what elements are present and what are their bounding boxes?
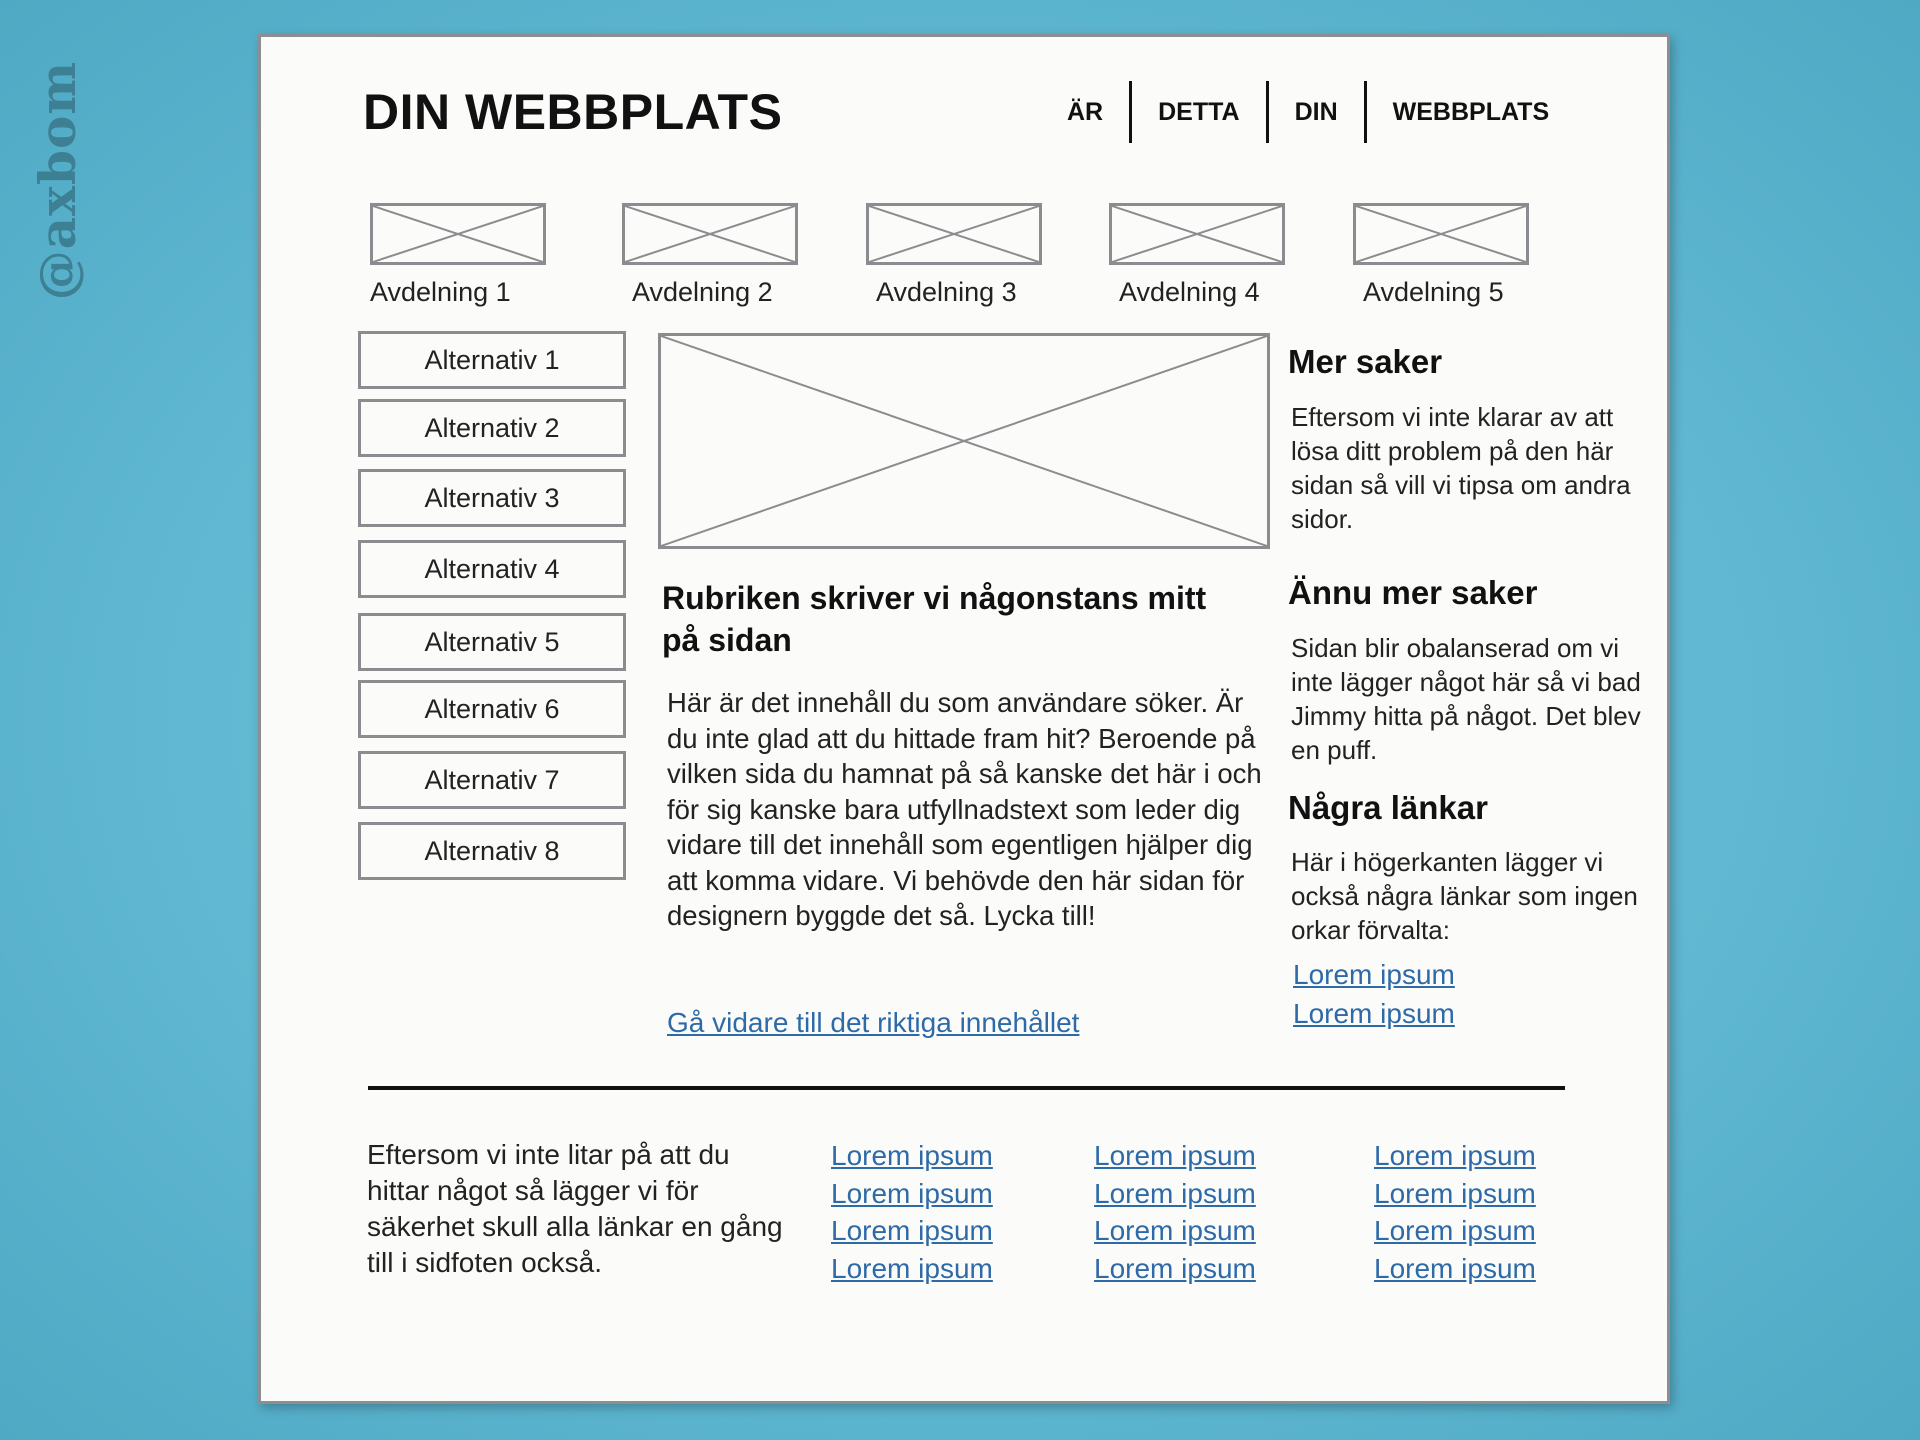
continue-link[interactable]: Gå vidare till det riktiga innehållet <box>667 1007 1080 1038</box>
menu-alternativ-3[interactable]: Alternativ 3 <box>358 469 626 527</box>
sidebar-text-mer-saker: Eftersom vi inte klarar av att lösa ditt problem på den här sidan så vill vi tipsa om andra sidor. <box>1291 402 1631 534</box>
department-5-image-placeholder-icon[interactable] <box>1353 203 1529 265</box>
footer-link[interactable]: Lorem ipsum <box>831 1140 993 1171</box>
menu-alternativ-8[interactable]: Alternativ 8 <box>358 822 626 880</box>
sidebar-text-annu-mer-saker: Sidan blir obalanserad om vi inte lägger något här så vi bad Jimmy hitta på något. Det blev en puff. <box>1291 633 1641 765</box>
menu-alternativ-7[interactable]: Alternativ 7 <box>358 751 626 809</box>
nav-item-ar[interactable]: ÄR <box>1067 98 1104 126</box>
footer-link[interactable]: Lorem ipsum <box>831 1215 993 1246</box>
sidebar-heading-annu-mer-saker: Ännu mer saker <box>1288 574 1538 611</box>
footer-link-column-1 <box>831 1137 993 1287</box>
footer-link[interactable]: Lorem ipsum <box>1374 1177 1536 1209</box>
footer-divider <box>368 1086 1565 1090</box>
footer-link[interactable]: Lorem ipsum <box>1094 1215 1256 1246</box>
wireframe-page <box>258 34 1670 1404</box>
sidebar-link-1[interactable]: Lorem ipsum <box>1293 959 1455 990</box>
footer-link-column-2 <box>1094 1137 1256 1287</box>
footer-link[interactable]: Lorem ipsum <box>1374 1252 1536 1284</box>
menu-alternativ-4[interactable]: Alternativ 4 <box>358 540 626 598</box>
department-3-image-placeholder-icon[interactable] <box>866 203 1042 265</box>
nav-item-din[interactable]: DIN <box>1266 81 1364 143</box>
main-headline: Rubriken skriver vi någonstans mitt på sidan <box>662 580 1207 658</box>
department-2-label[interactable]: Avdelning 2 <box>632 277 773 307</box>
main-body-text: Här är det innehåll du som användare söker. Är du inte glad att du hittade fram hit? Beroende på vilken sida du hamnat på så kanske det här i och för sig kanske bara utfyllnadstext som leder dig vidare till det innehåll som egentligen hjälper dig att komma vidare. Vi behövde den här sidan för designern byggde det så. Lycka till! <box>667 687 1262 931</box>
menu-alternativ-6[interactable]: Alternativ 6 <box>358 680 626 738</box>
footer-link-column-3 <box>1374 1137 1536 1287</box>
top-navigation <box>1041 81 1549 143</box>
menu-alternativ-5[interactable]: Alternativ 5 <box>358 613 626 671</box>
nav-item-detta[interactable]: DETTA <box>1129 81 1265 143</box>
department-1-image-placeholder-icon[interactable] <box>370 203 546 265</box>
site-title[interactable]: DIN WEBBPLATS <box>363 84 783 140</box>
footer-link[interactable]: Lorem ipsum <box>1094 1252 1256 1284</box>
department-5-label[interactable]: Avdelning 5 <box>1363 277 1504 307</box>
sidebar-heading-nagra-lankar: Några länkar <box>1288 789 1488 826</box>
footer-link[interactable]: Lorem ipsum <box>831 1252 993 1284</box>
menu-alternativ-2[interactable]: Alternativ 2 <box>358 399 626 457</box>
footer-link[interactable]: Lorem ipsum <box>1094 1140 1256 1171</box>
department-2-image-placeholder-icon[interactable] <box>622 203 798 265</box>
footer-text: Eftersom vi inte litar på att du hittar något så lägger vi för säkerhet skull alla länkar en gång till i sidfoten också. <box>367 1139 783 1278</box>
footer-link[interactable]: Lorem ipsum <box>1374 1140 1536 1171</box>
department-4-image-placeholder-icon[interactable] <box>1109 203 1285 265</box>
department-3-label[interactable]: Avdelning 3 <box>876 277 1017 307</box>
sidebar-text-nagra-lankar: Här i högerkanten lägger vi också några länkar som ingen orkar förvalta: <box>1291 847 1638 945</box>
watermark-text: @axbom <box>28 60 88 300</box>
sidebar-link-2[interactable]: Lorem ipsum <box>1293 998 1455 1029</box>
department-1-label[interactable]: Avdelning 1 <box>370 277 511 307</box>
department-4-label[interactable]: Avdelning 4 <box>1119 277 1260 307</box>
nav-item-webbplats[interactable]: WEBBPLATS <box>1364 81 1549 143</box>
sidebar-heading-mer-saker: Mer saker <box>1288 343 1443 380</box>
footer-link[interactable]: Lorem ipsum <box>831 1177 993 1209</box>
footer-link[interactable]: Lorem ipsum <box>1094 1177 1256 1209</box>
menu-alternativ-1[interactable]: Alternativ 1 <box>358 331 626 389</box>
hero-image-placeholder-icon <box>658 333 1270 549</box>
axbom-watermark <box>8 60 108 300</box>
footer-link[interactable]: Lorem ipsum <box>1374 1215 1536 1246</box>
